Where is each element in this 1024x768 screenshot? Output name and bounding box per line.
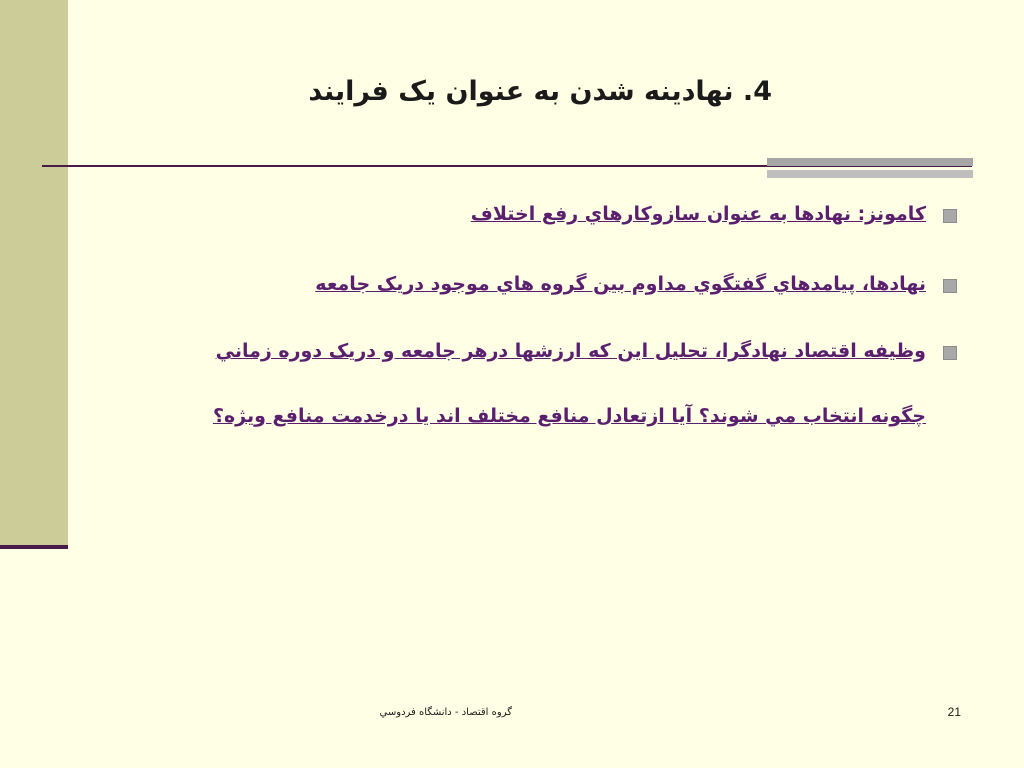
page-number: 21 [947, 705, 961, 719]
title-accent-bar-bottom [767, 170, 973, 178]
bullet-link-commons[interactable]: كامونز: نهادها به عنوان سازوكارهاي رفع اختلاف [470, 203, 926, 225]
bullet-square-icon [943, 279, 957, 293]
footer-text: گروه اقتصاد - دانشگاه فردوسي [379, 707, 512, 718]
left-decorative-band [0, 0, 68, 545]
bullet-link-continuation[interactable]: چگونه انتخاب مي شوند؟ آيا ازتعادل منافع مختلف اند يا درخدمت منافع ويژه؟ [212, 405, 926, 427]
bullet-link-institutions[interactable]: نهادها، پیامدهاي گفتگوي مداوم بین گروه هاي موجود دريک جامعه [315, 273, 926, 295]
bullet-square-icon [943, 346, 957, 360]
bullet-square-icon [943, 209, 957, 223]
left-band-underline [0, 545, 68, 549]
slide-title: 4. نهادینه شدن به عنوان یک فرایند [308, 76, 772, 107]
bullet-link-institutional-economics[interactable]: وظيفه اقتصاد نهادگرا، تحليل اين كه ارزشها درهر جامعه و دريک دوره زماني [215, 340, 926, 362]
title-accent-bar-top [767, 158, 973, 166]
